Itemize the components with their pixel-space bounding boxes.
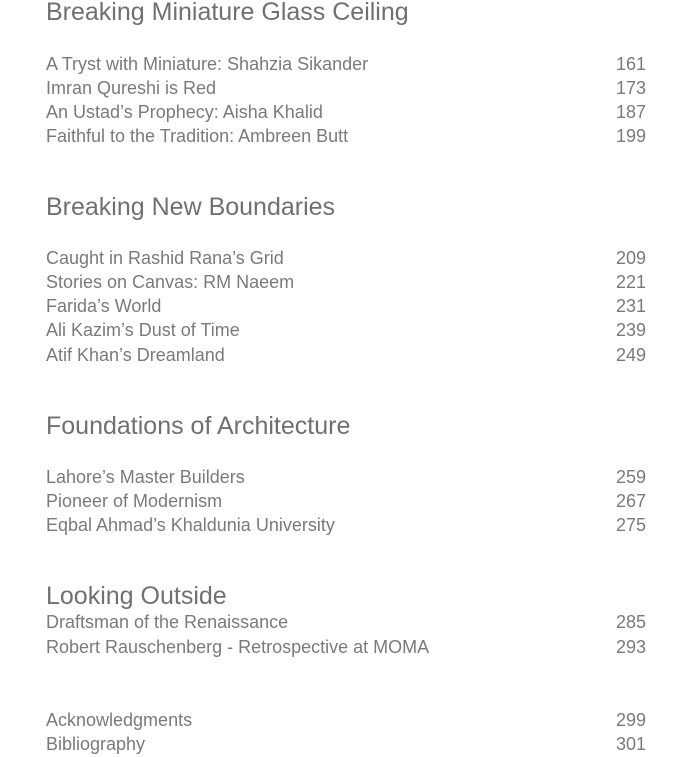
entry-page-number: 199 <box>615 125 646 146</box>
toc-entry[interactable] <box>46 294 646 318</box>
entry-page-number: 239 <box>615 319 646 340</box>
entry-page-number: 259 <box>615 466 646 487</box>
entry-title: Pioneer of Modernism <box>46 490 223 511</box>
entry-title: An Ustad’s Prophecy: Aisha Khalid <box>46 101 323 122</box>
toc-entry[interactable] <box>46 100 646 124</box>
entry-page-number: 173 <box>615 77 646 98</box>
entry-page-number: 285 <box>615 611 646 632</box>
entry-page-number: 231 <box>615 295 646 316</box>
entry-title: Acknowledgments <box>46 709 193 730</box>
entry-title: Ali Kazim’s Dust of Time <box>46 319 240 340</box>
entry-page-number: 249 <box>615 344 646 365</box>
entry-title: Faithful to the Tradition: Ambreen Butt <box>46 125 349 146</box>
section-title-breaking-new-boundaries: Breaking New Boundaries <box>46 193 336 221</box>
entry-page-number: 267 <box>615 490 646 511</box>
toc-entry[interactable] <box>46 343 646 367</box>
toc-entry-acknowledgments[interactable] <box>46 708 646 732</box>
toc-entry[interactable] <box>46 635 646 659</box>
entry-title: Robert Rauschenberg - Retrospective at MOMA <box>46 636 430 657</box>
toc-entry[interactable] <box>46 489 646 513</box>
toc-entry[interactable] <box>46 246 646 270</box>
entry-title: Bibliography <box>46 733 146 754</box>
entry-title: A Tryst with Miniature: Shahzia Sikander <box>46 53 369 74</box>
entry-title: Lahore’s Master Builders <box>46 466 245 487</box>
toc-entry[interactable] <box>46 124 646 148</box>
toc-entry[interactable] <box>46 270 646 294</box>
entry-title: Eqbal Ahmad’s Khaldunia University <box>46 514 335 535</box>
entry-title: Imran Qureshi is Red <box>46 77 217 98</box>
toc-entry[interactable] <box>46 610 646 634</box>
entry-page-number: 301 <box>615 733 646 754</box>
entry-page-number: 293 <box>615 636 646 657</box>
entry-title: Caught in Rashid Rana’s Grid <box>46 247 284 268</box>
section-title-foundations-of-architecture: Foundations of Architecture <box>46 412 351 440</box>
section-title-breaking-miniature: Breaking Miniature Glass Ceiling <box>46 0 409 26</box>
toc-entry-bibliography[interactable] <box>46 732 646 756</box>
entry-page-number: 161 <box>615 53 646 74</box>
entry-title: Stories on Canvas: RM Naeem <box>46 271 295 292</box>
toc-entry[interactable] <box>46 52 646 76</box>
toc-entry[interactable] <box>46 465 646 489</box>
toc-entry[interactable] <box>46 318 646 342</box>
entry-page-number: 299 <box>615 709 646 730</box>
entry-title: Draftsman of the Renaissance <box>46 611 289 632</box>
entry-page-number: 187 <box>615 101 646 122</box>
entry-page-number: 209 <box>615 247 646 268</box>
entry-title: Farida’s World <box>46 295 162 316</box>
entry-page-number: 275 <box>615 514 646 535</box>
entry-page-number: 221 <box>615 271 646 292</box>
entry-title: Atif Khan’s Dreamland <box>46 344 225 365</box>
toc-entry[interactable] <box>46 513 646 537</box>
section-title-looking-outside: Looking Outside <box>46 582 227 610</box>
toc-entry[interactable] <box>46 76 646 100</box>
